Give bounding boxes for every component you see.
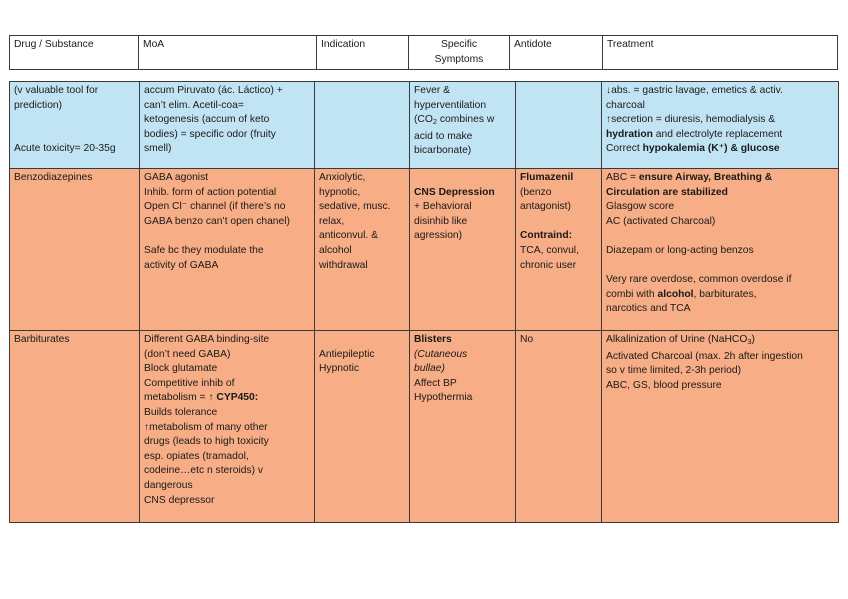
general-drug-cell: (v valuable tool for prediction) Acute toxicity= 20-35g: [10, 82, 140, 169]
benzo-indication-cell: Anxiolytic, hypnotic, sedative, musc. relax, anticonvul. & alcohol withdrawal: [315, 169, 410, 331]
barb-treatment-cell: Alkalinization of Urine (NaHCO$_3$) Activated Charcoal (max. 2h after ingestion so v time limited, 2-3h period) ABC, GS, blood pressure: [602, 331, 839, 523]
barb-antidote-cell: No: [516, 331, 602, 523]
general-indication-cell: [315, 82, 410, 169]
benzo-symptoms-cell: CNS Depression + Behavioral disinhib like agression): [410, 169, 516, 331]
benzo-antidote-cell: Flumazenil (benzo antagonist) Contraind: TCA, convul, chronic user: [516, 169, 602, 331]
header-moa: MoA: [139, 36, 317, 70]
general-symptoms-cell: Fever & hyperventilation ($CO_2$ combines w acid to make bicarbonate): [410, 82, 516, 169]
header-antidote: Antidote: [510, 36, 603, 70]
header-row: [10, 36, 838, 70]
header-symptoms: Specific Symptoms: [409, 36, 510, 70]
benzo-drug-cell: Benzodiazepines: [10, 169, 140, 331]
header-drug: Drug / Substance: [10, 36, 139, 70]
benzo-treatment-cell: ABC = ensure Airway, Breathing & Circulation are stabilized Glasgow score AC (activated Charcoal) Diazepam or long-acting benzos Very rare overdose, common overdose if combi with alcohol, barbiturates, narcotics and TCA: [602, 169, 839, 331]
barb-symptoms-cell: Blisters (Cutaneous bullae) Affect BP Hypothermia: [410, 331, 516, 523]
barb-drug-cell: Barbiturates: [10, 331, 140, 523]
row-barbiturates: [10, 331, 839, 523]
general-antidote-cell: [516, 82, 602, 169]
header-indication: Indication: [317, 36, 409, 70]
row-benzodiazepines: [10, 169, 839, 331]
header-treatment: Treatment: [603, 36, 838, 70]
row-general: [10, 82, 839, 169]
general-treatment-cell: ↓abs. = gastric lavage, emetics & activ. charcoal ↑secretion = diuresis, hemodialysis & hydration and electrolyte replacement Correct hypokalemia (K⁺) & glucose: [602, 82, 839, 169]
barb-indication-cell: Antiepileptic Hypnotic: [315, 331, 410, 523]
barb-moa-cell: Different GABA binding-site (don’t need GABA) Block glutamate Competitive inhib of metabolism = ↑ CYP450: Builds tolerance ↑metabolism of many other drugs (leads to high toxicity esp. opiates (tramadol, codeine…etc n steroids) v dangerous CNS depressor: [140, 331, 315, 523]
general-moa-cell: accum Piruvato (ác. Láctico) + can’t elim. Acetil-coa= ketogenesis (accum of keto bodies) = specific odor (fruity smell): [140, 82, 315, 169]
header-table: [9, 35, 838, 70]
body-table: [9, 81, 839, 523]
benzo-moa-cell: GABA agonist Inhib. form of action potential Open Cl⁻ channel (if there’s no GABA benzo can’t open chanel) Safe bc they modulate the activity of GABA: [140, 169, 315, 331]
